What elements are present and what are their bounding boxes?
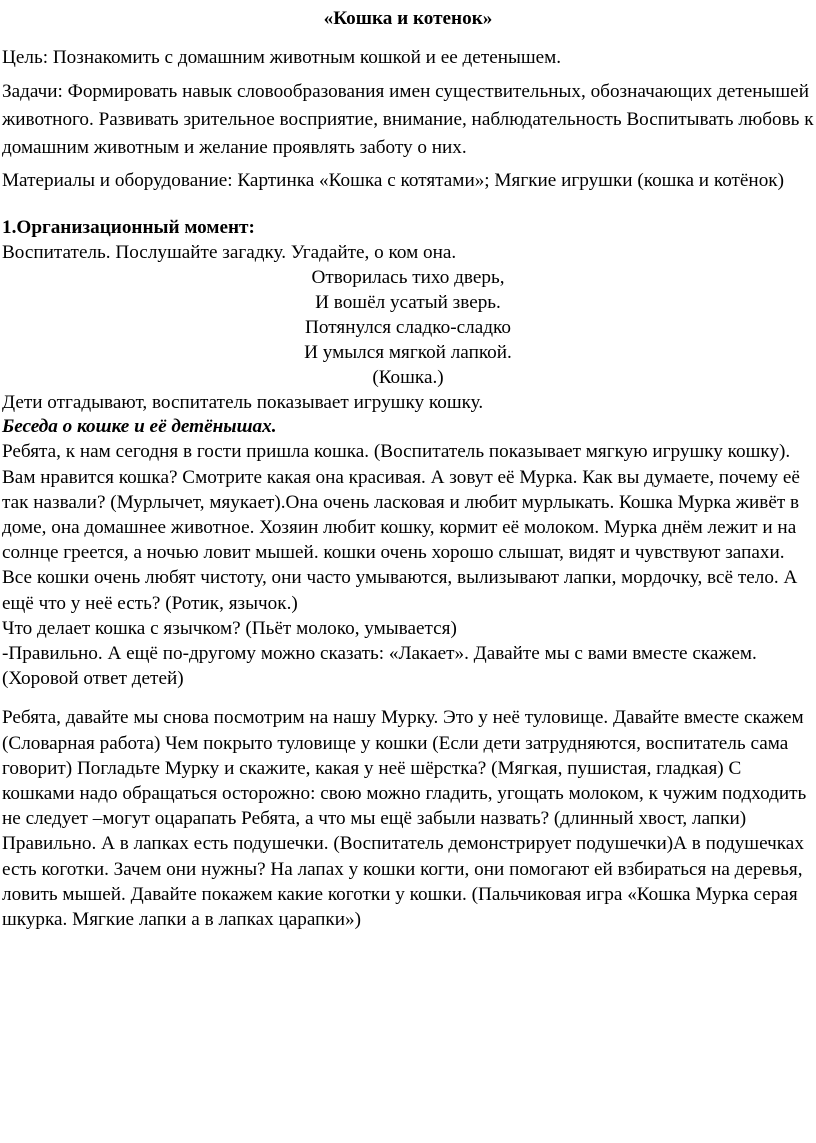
- poem-line: Потянулся сладко-сладко: [305, 317, 511, 339]
- poem-line: И вошёл усатый зверь.: [315, 292, 501, 314]
- final-paragraph: Ребята, давайте мы снова посмотрим на нашу Мурку. Это у неё туловище. Давайте вместе скажем (Словарная работа) Чем покрыто туловище у кошки (Если дети затрудняются, воспитатель сама говорит) Погладьте Мурку и скажите, какая у неё шёрстка? (Мягкая, пушистая, гладкая) С кошками надо обращаться осторожно: свою можно гладить, угощать молоком, к чужим подходить не следует –могут оцарапать Ребята, а что мы ещё забыли назвать? (длинный хвост, лапки) Правильно. А в лапках есть подушечки. (Воспитатель демонстрирует подушечки)А в подушечках есть коготки. Зачем они нужны? На лапах у кошки когти, они помогают ей взбираться на деревья, ловить мышей. Давайте покажем какие коготки у кошки. (Пальчиковая игра «Кошка Мурка серая шкурка. Мягкие лапки а в лапках царапки»): [2, 707, 807, 931]
- riddle-poem: [2, 265, 814, 390]
- poem-line: И умылся мягкой лапкой.: [304, 342, 512, 364]
- conversation-paragraph: Ребята, к нам сегодня в гости пришла кошка. (Воспитатель показывает мягкую игрушку кошку). Вам нравится кошка? Смотрите какая она красивая. А зовут её Мурка. Как вы думаете, почему её так назвали? (Мурлычет, мяукает).Она очень ласковая и любит мурлыкать. Кошка Мурка живёт в доме, она домашнее животное. Хозяин любит кошку, кормит её молоком. Мурка днём лежит и на солнце греется, а ночью ловит мышей. кошки очень хорошо слышат, видят и чувствуют запахи. Все кошки очень любят чистоту, они часто умываются, вылизывают лапки, мордочку, всё тело. А ещё что у неё есть? (Ротик, язычок.): [2, 441, 800, 614]
- intro-paragraph: Воспитатель. Послушайте загадку. Угадайте, о ком она.: [2, 242, 457, 263]
- lakaet-paragraph: -Правильно. А ещё по-другому можно сказать: «Лакает». Давайте мы с вами вместе скажем. (Хоровой ответ детей): [2, 643, 757, 690]
- question-paragraph: Что делает кошка с язычком? (Пьёт молоко, умывается): [2, 617, 457, 639]
- document-title: «Кошка и котенок»: [323, 8, 493, 29]
- poem-answer: (Кошка.): [372, 367, 444, 389]
- materials-paragraph: Материалы и оборудование: Картинка «Кошка с котятами»; Мягкие игрушки (кошка и котёнок): [2, 170, 785, 191]
- poem-line: Отворилась тихо дверь,: [311, 267, 505, 289]
- after-riddle-paragraph: Дети отгадывают, воспитатель показывает игрушку кошку.: [2, 392, 484, 414]
- conversation-heading: Беседа о кошке и её детёнышах.: [2, 416, 277, 438]
- section-heading-organizational: 1.Организационный момент:: [2, 217, 255, 238]
- goal-paragraph: Цель: Познакомить с домашним животным кошкой и ее детенышем.: [2, 47, 562, 68]
- tasks-paragraph: Задачи: Формировать навык словообразования имен существительных, обозначающих детенышей животного. Развивать зрительное восприятие, внимание, наблюдательность Воспитывать любовь к домашним животным и желание проявлять заботу о них.: [2, 81, 814, 158]
